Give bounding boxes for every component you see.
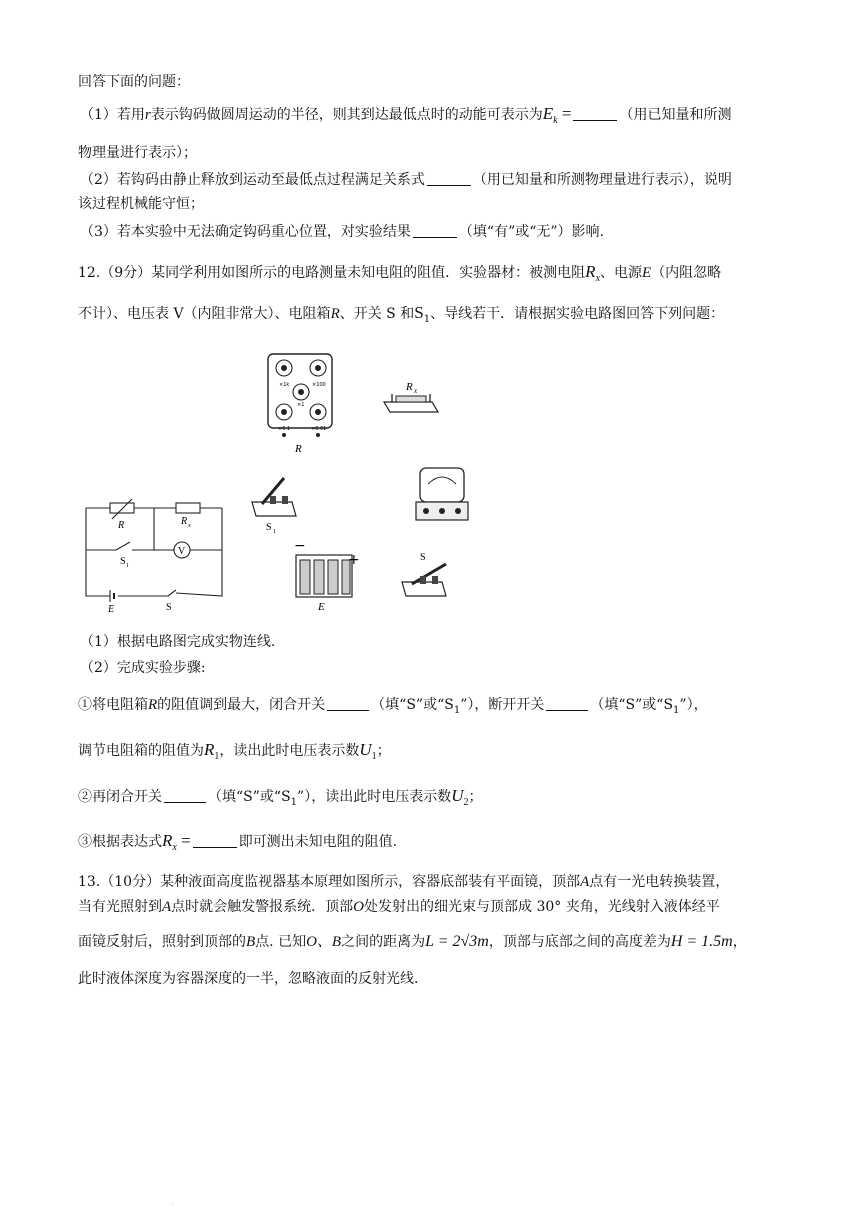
problem-13-line-3 bbox=[78, 932, 747, 952]
st2-symbol-r1: R bbox=[204, 740, 215, 759]
step-circle3-line bbox=[78, 831, 397, 858]
p12-text-d: 不计）、电压表 V（内阻非常大）、电阻箱 bbox=[78, 306, 331, 322]
problem-13-line-2 bbox=[78, 897, 720, 917]
st4-equals: = bbox=[176, 831, 191, 850]
st1-text-b: 的阻值调到最大，闭合开关 bbox=[157, 697, 326, 713]
p12-text-b: 、电源 bbox=[600, 265, 643, 281]
p12-symbol-r: R bbox=[330, 306, 340, 322]
step-1-text: （1）根据电路图完成实物连线. bbox=[80, 634, 276, 650]
circuit-labels bbox=[107, 516, 191, 615]
st1-symbol-s1-b: S bbox=[663, 697, 674, 713]
p12-symbol-rx-sub: x bbox=[595, 272, 601, 284]
p13-symbol-o: O bbox=[353, 899, 365, 915]
p13-text-k: 此时液体深度为容器深度的一半，忽略液面的反射光线. bbox=[78, 971, 419, 987]
step-circle1-line bbox=[78, 695, 708, 721]
p13-formula-l: L = 2√3m bbox=[425, 933, 489, 950]
p13-text-h: 之间的距离为 bbox=[341, 934, 426, 950]
battery-component bbox=[294, 538, 360, 613]
q2-text-b: （用已知量和所测物理量进行表示），说明 bbox=[472, 172, 732, 188]
experiment-figure-svg bbox=[80, 350, 480, 618]
question-2-line-2 bbox=[78, 194, 204, 214]
st3-symbol-s1-sub: 1 bbox=[290, 796, 298, 808]
q1-text-b: 表示钩码做圆周运动的半径，则其到达最低点时的动能可表示为 bbox=[150, 107, 543, 123]
circuit-label-r: R bbox=[118, 520, 125, 531]
st3-symbol-u2: U bbox=[451, 786, 464, 805]
st3-text-b: （填“S”或“ bbox=[208, 789, 282, 805]
st1-symbol-s1-sub: 1 bbox=[453, 704, 461, 716]
q1-text-a: （1）若用 bbox=[80, 107, 145, 123]
intro-line bbox=[78, 72, 190, 92]
st4-symbol-rx: R bbox=[162, 831, 173, 850]
answer-blank-st3[interactable] bbox=[164, 788, 206, 803]
p13-text-g: 点. 已知 bbox=[255, 934, 307, 950]
circuit-label-e: E bbox=[108, 604, 115, 615]
circuit-diagram bbox=[86, 499, 222, 602]
voltmeter-component bbox=[416, 468, 468, 520]
battery-plus-label: + bbox=[348, 552, 360, 568]
dial-label-0-1: ×0.1 bbox=[278, 426, 291, 432]
st1-text-e: （填“S”或“ bbox=[590, 697, 664, 713]
step-circle2-line bbox=[78, 786, 482, 813]
q1-equals: = bbox=[557, 104, 572, 123]
rx-component-label: R bbox=[406, 381, 413, 393]
circuit-label-rx: R bbox=[181, 516, 188, 527]
p13-symbol-ob: O、B bbox=[306, 934, 342, 950]
q3-text-b: （填“有”或“无”）影响. bbox=[458, 224, 604, 240]
st2-text-b: ，读出此时电压表示数 bbox=[219, 743, 360, 759]
p12-symbol-e: E bbox=[642, 265, 652, 281]
answer-blank-q1[interactable] bbox=[573, 106, 617, 121]
problem-13-line-4 bbox=[78, 969, 418, 989]
experiment-figure bbox=[80, 350, 480, 618]
intro-text: 回答下面的问题： bbox=[78, 74, 190, 90]
st1-text-d: ”），断开开关 bbox=[460, 697, 545, 713]
p13-text-a: 13.（10分）某种液面高度监视器基本原理如图所示，容器底部装有平面镜，顶部 bbox=[78, 874, 581, 890]
q2-text-c: 该过程机械能守恒； bbox=[78, 196, 204, 212]
q1-text-c: （用已知量和所测 bbox=[619, 107, 732, 123]
battery-label: E bbox=[318, 601, 325, 613]
question-1-line-2 bbox=[78, 143, 197, 163]
p13-symbol-b: B bbox=[246, 934, 256, 950]
p12-text-f: 、导线若干．请根据实验电路图回答下列问题： bbox=[430, 306, 725, 322]
resistance-box bbox=[268, 354, 332, 455]
p12-text-e: 、开关 S 和 bbox=[339, 306, 415, 322]
p13-text-j: ， bbox=[732, 934, 747, 950]
switch-s-component bbox=[402, 552, 446, 596]
answer-blank-st1-close[interactable] bbox=[327, 696, 369, 711]
q3-text-a: （3）若本实验中无法确定钩码重心位置，对实验结果 bbox=[80, 224, 411, 240]
p13-text-f: 面镜反射后，照射到顶部的 bbox=[78, 934, 246, 950]
p12-text-a: 12.（9分）某同学利用如图所示的电路测量未知电阻的阻值．实验器材：被测电阻 bbox=[78, 265, 586, 281]
p13-text-d: 点时就会触发警报系统．顶部 bbox=[171, 899, 354, 915]
circuit-label-v: V bbox=[178, 546, 186, 557]
step-2-line bbox=[80, 658, 206, 678]
st1-text-c: （填“S”或“ bbox=[371, 697, 445, 713]
st3-symbol-s1: S bbox=[281, 789, 291, 805]
switch-s-label: S bbox=[420, 552, 426, 563]
p12-symbol-s1: S bbox=[414, 303, 424, 322]
st4-text-a: ③根据表达式 bbox=[78, 834, 162, 850]
switch-s1-label: S bbox=[266, 522, 272, 533]
st4-text-b: 即可测出未知电阻的阻值. bbox=[238, 834, 398, 850]
p12-symbol-rx: R bbox=[585, 262, 596, 281]
switch-s1-component bbox=[252, 478, 296, 535]
step-1-line bbox=[80, 632, 275, 652]
footer-mark: . bbox=[172, 1200, 174, 1207]
st1-symbol-s1: S bbox=[444, 697, 454, 713]
st1-symbol-r: R bbox=[148, 697, 158, 713]
answer-blank-st1-open[interactable] bbox=[546, 696, 588, 711]
p13-text-e: 处发射出的细光束与顶部成 30° 夹角，光线射入液体经平 bbox=[364, 899, 720, 915]
circuit-label-rx-sub: x bbox=[188, 523, 191, 529]
st2-text-a: 调节电阻箱的阻值为 bbox=[78, 743, 204, 759]
p13-text-i: ，顶部与底部之间的高度差为 bbox=[488, 934, 671, 950]
q1-symbol-ek: E bbox=[542, 104, 554, 123]
question-1-line bbox=[80, 104, 731, 131]
p13-symbol-a-b: A bbox=[162, 899, 172, 915]
problem-13-line-1 bbox=[78, 872, 729, 892]
p13-symbol-a: A bbox=[580, 874, 590, 890]
p13-formula-h: H = 1.5m bbox=[670, 933, 733, 950]
resistance-box-label: R bbox=[295, 443, 302, 455]
p12-text-c: （内阻忽略 bbox=[651, 265, 722, 281]
answer-blank-q2[interactable] bbox=[427, 171, 471, 186]
st1-text-a: ①将电阻箱 bbox=[78, 697, 148, 713]
problem-12-line-1 bbox=[78, 262, 721, 289]
q1-symbol-r: r bbox=[144, 107, 151, 123]
st4-symbol-rx-sub: x bbox=[172, 841, 177, 853]
circuit-label-s: S bbox=[166, 602, 172, 613]
answer-blank-q3[interactable] bbox=[413, 223, 457, 238]
question-3-line bbox=[80, 222, 604, 242]
st3-text-a: ②再闭合开关 bbox=[78, 789, 162, 805]
step-circle1-line-2 bbox=[78, 740, 391, 767]
st2-symbol-u1: U bbox=[359, 740, 372, 759]
switch-s1-label-sub: 1 bbox=[273, 529, 276, 535]
dial-label-1: ×1 bbox=[297, 402, 305, 408]
q1-text-d: 物理量进行表示）； bbox=[78, 145, 197, 161]
problem-12-line-2 bbox=[78, 303, 724, 330]
st2-symbol-r1-sub: 1 bbox=[214, 750, 220, 762]
st3-symbol-u2-sub: 2 bbox=[463, 796, 469, 808]
p12-symbol-s1-sub: 1 bbox=[423, 313, 431, 325]
dial-label-1k: ×1k bbox=[279, 382, 290, 388]
step-2-text: （2）完成实验步骤: bbox=[80, 660, 206, 676]
st2-symbol-u1-sub: 1 bbox=[371, 750, 377, 762]
dial-label-100: ×100 bbox=[312, 382, 326, 388]
rx-component-label-sub: x bbox=[414, 387, 418, 395]
st3-text-c: ”），读出此时电压表示数 bbox=[297, 789, 452, 805]
circuit-label-s1: S bbox=[120, 556, 126, 567]
p13-text-c: 当有光照射到 bbox=[78, 899, 162, 915]
question-2-line bbox=[80, 170, 732, 190]
st3-text-d: ； bbox=[468, 789, 483, 805]
dial-label-0-01: ×0.01 bbox=[311, 426, 327, 432]
q1-symbol-ek-sub: k bbox=[553, 114, 558, 126]
circuit-label-s1-sub: 1 bbox=[126, 563, 129, 569]
battery-minus-label: − bbox=[294, 538, 306, 554]
q2-text-a: （2）若钩码由静止释放到运动至最低点过程满足关系式 bbox=[80, 172, 425, 188]
rx-component bbox=[384, 381, 438, 412]
st1-symbol-s1-b-sub: 1 bbox=[673, 704, 680, 716]
st1-text-f: ”）， bbox=[679, 697, 708, 713]
p13-text-b: 点有一光电转换装置， bbox=[589, 874, 730, 890]
st2-text-c: ； bbox=[376, 743, 391, 759]
answer-blank-st4[interactable] bbox=[193, 833, 237, 848]
